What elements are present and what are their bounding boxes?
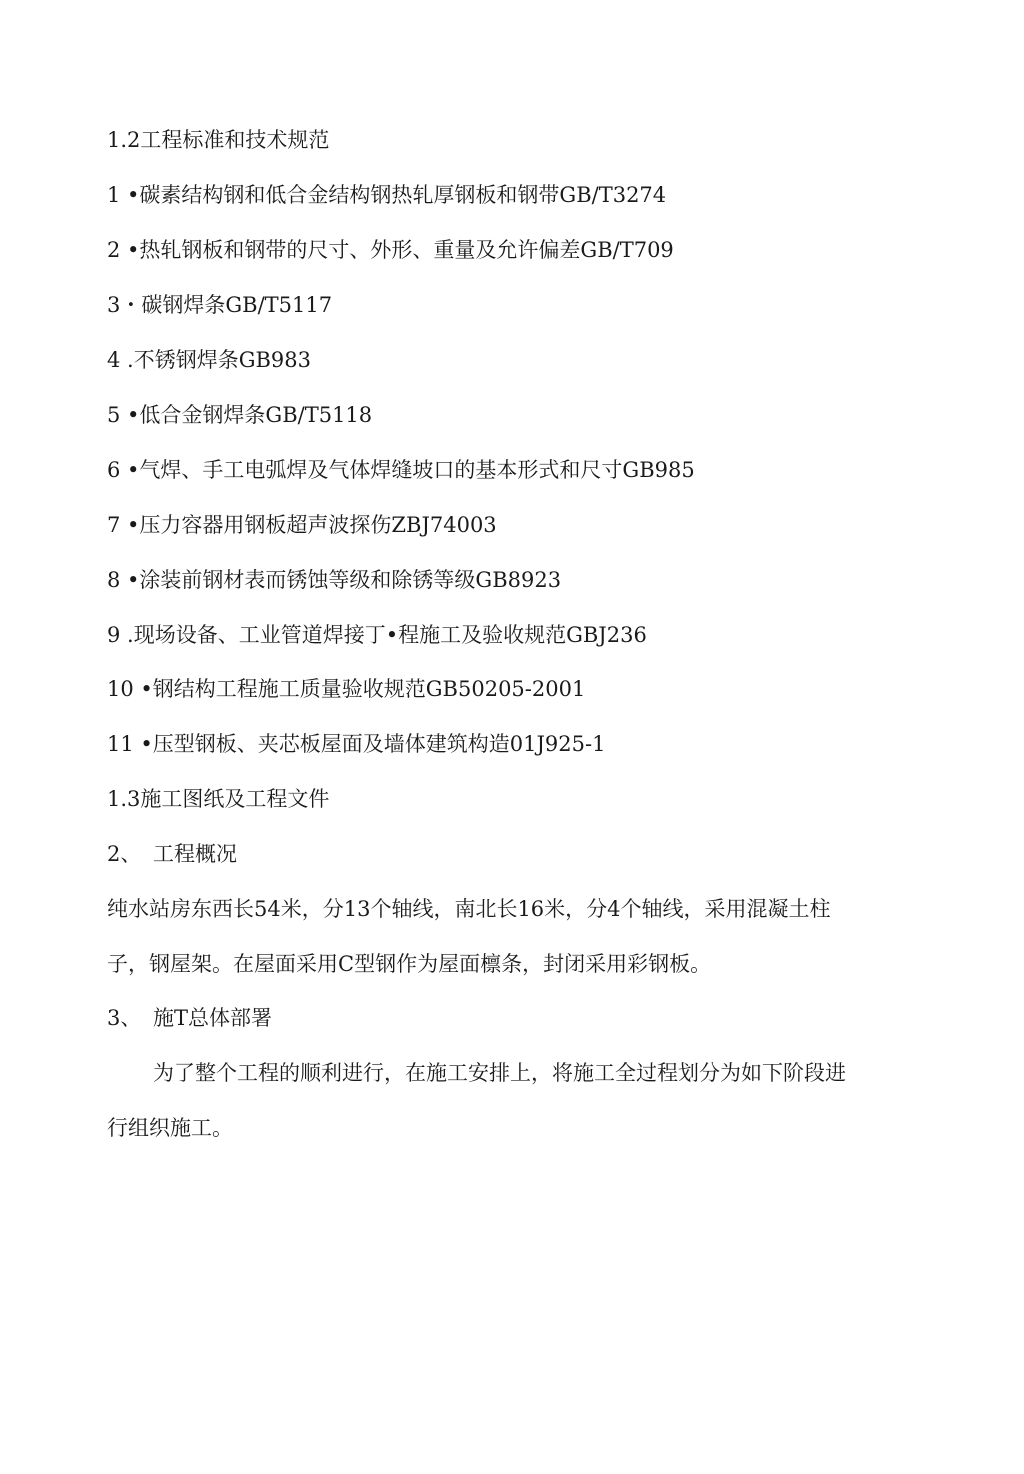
standard-item-8: 8 •涂装前钢材表而锈蚀等级和除锈等级GB8923 — [107, 568, 562, 592]
standard-item-3: 3・碳钢焊条GB/T5117 — [107, 293, 333, 317]
section-2-number: 2、 — [107, 842, 142, 866]
standard-item-9: 9 .现场设备、工业管道焊接丁•程施工及验收规范GBJ236 — [107, 623, 647, 647]
section-3-number: 3、 — [107, 1006, 142, 1030]
standard-item-5: 5 •低合金钢焊条GB/T5118 — [107, 403, 373, 427]
standard-item-11: 11 •压型钢板、夹芯板屋面及墙体建筑构造01J925-1 — [107, 732, 606, 756]
standard-item-10: 10 •钢结构工程施工质量验收规范GB50205-2001 — [107, 677, 586, 701]
section-heading-1-2: 1.2工程标准和技术规范 — [107, 128, 330, 152]
section-2-paragraph-line-1: 纯水站房东西长54米，分13个轴线，南北长16米，分4个轴线，采用混凝土柱 — [107, 897, 831, 921]
section-heading-1-3: 1.3施工图纸及工程文件 — [107, 787, 330, 811]
section-heading-2 — [107, 840, 237, 868]
standard-item-7: 7 •压力容器用钢板超声波探伤ZBJ74003 — [107, 513, 497, 537]
section-heading-3 — [107, 1004, 272, 1032]
standard-item-1: 1 •碳素结构钢和低合金结构钢热轧厚钢板和钢带GB/T3274 — [107, 183, 667, 207]
section-3-title: 施T总体部署 — [153, 1006, 273, 1030]
section-2-paragraph-line-2: 子，钢屋架。在屋面采用C型钢作为屋面檩条，封闭采用彩钢板。 — [107, 952, 712, 976]
standard-item-6: 6 •气焊、手工电弧焊及气体焊缝坡口的基本形式和尺寸GB985 — [107, 458, 695, 482]
section-2-title: 工程概况 — [153, 842, 237, 866]
section-3-paragraph-line-1: 为了整个工程的顺利进行，在施工安排上，将施工全过程划分为如下阶段进 — [153, 1061, 846, 1085]
section-3-paragraph-line-2: 行组织施工。 — [107, 1116, 233, 1140]
standard-item-2: 2 •热轧钢板和钢带的尺寸、外形、重量及允许偏差GB/T709 — [107, 238, 674, 262]
standard-item-4: 4 .不锈钢焊条GB983 — [107, 348, 312, 372]
